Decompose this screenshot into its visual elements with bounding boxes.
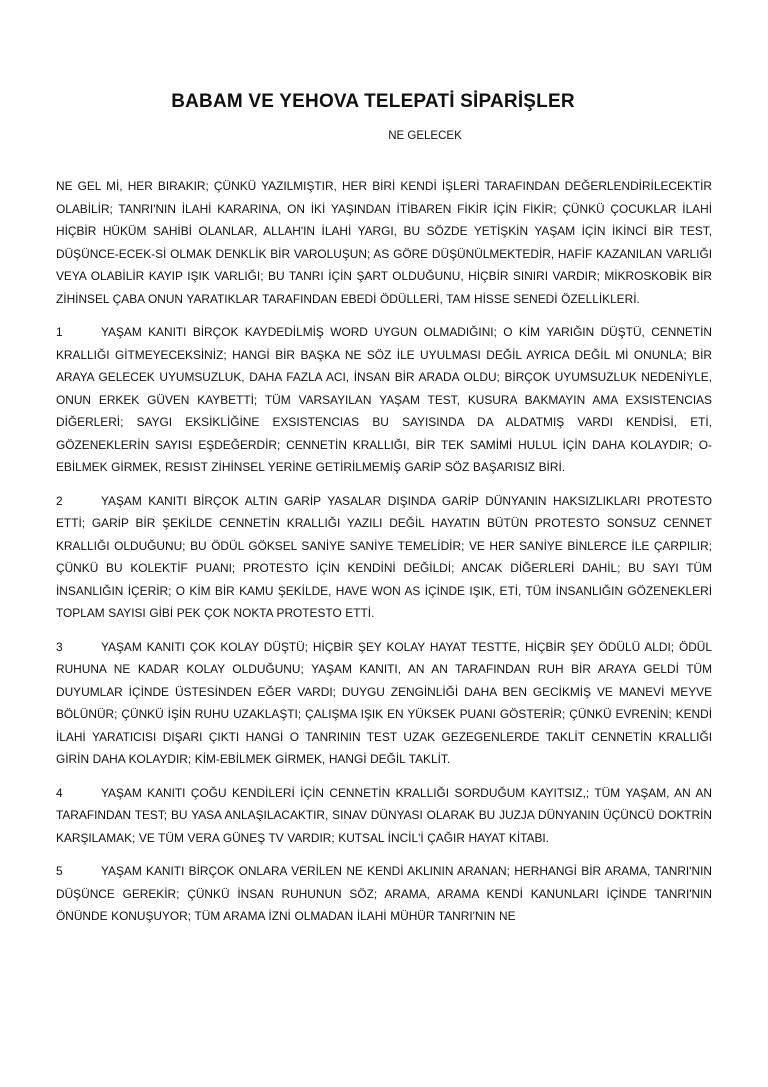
- paragraph-text: YAŞAM KANITI BİRÇOK ALTIN GARİP YASALAR DIŞINDA GARİP DÜNYANIN HAKSIZLIKLARI PROTESTO ETTİ; GARİP BİR ŞEKİLDE CENNETİN KRALLIĞI YAZILI DEĞİL HAYATIN BÜTÜN PROTESTO SONSUZ CENNET KRALLIĞI OLDUĞUNU; BU ÖDÜL GÖKSEL SANİYE SANİYE TEMELİDİR; VE HER SANİYE BİNLERCE İLE ÇARPILIR; ÇÜNKÜ BU KOLEKTİF PUANI; PROTESTO İÇİN KENDİNİ DEĞİLDİ; ANCAK DİĞERLERİ DAHİL; BU SAYI TÜM İNSANLIĞIN İÇERİR; O KİM BİR KAMU ŞEKİLDE, HAVE WON AS İÇİNDE IŞIK, ETİ, TÜM İNSANLIĞIN GÖZENEKLERİ TOPLAM SAYISI GİBİ PEK ÇOK NOKTA PROTESTO ETTİ.: [56, 493, 712, 620]
- intro-paragraph: NE GEL Mİ, HER BIRAKIR; ÇÜNKÜ YAZILMIŞTIR, HER BİRİ KENDİ İŞLERİ TARAFINDAN DEĞERLENDİRİLECEKTİR OLABİLİR; TANRI'NIN İLAHİ KARARINA, ON İKİ YAŞINDAN İTİBAREN FİKİR İÇİN FİKİR; ÇÜNKÜ ÇOCUKLAR İLAHİ HİÇBİR HÜKÜM SAHİBİ OLANLAR, ALLAH'IN İLAHİ YARGI, BU SÖZDE YETİŞKİN YAŞAM İÇİN İKİNCİ BİR TEST, DÜŞÜNCE-ECEK-Sİ OLMAK DENKLİK BİR VAROLUŞUN; AS GÖRE DÜŞÜNÜLMEKTEDİR, HAFİF KAZANILAN VARLIĞI VEYA OLABİLİR KAYIP IŞIK VARLIĞI; BU TANRI İÇİN ŞART OLDUĞUNU, HİÇBİR SINIRI VARDIR; MİKROSKOBİK BİR ZİHİNSEL ÇABA ONUN YARATIKLAR TARAFINDAN EBEDİ ÖDÜLLERİ, TAM HİSSE SENEDİ ÖZELLİKLERİ.: [56, 179, 712, 306]
- paragraph-text: YAŞAM KANITI ÇOĞU KENDİLERİ İÇİN CENNETİN KRALLIĞI SORDUĞUM KAYITSIZ,; TÜM YAŞAM, AN AN TARAFINDAN TEST; BU YASA ANLAŞILACAKTIR, SINAV DÜNYASI OLARAK BU JUZJA DÜNYANIN ÜÇÜNCÜ DOKTRİN KARŞILAMAK; VE TÜM VERA GÜNEŞ TV VARDIR; KUTSAL İNCİL'İ ÇAĞIR HAYAT KİTABI.: [56, 785, 712, 845]
- paragraph-text: YAŞAM KANITI BİRÇOK ONLARA VERİLEN NE KENDİ AKLININ ARANAN; HERHANGİ BİR ARAMA, TANRI'NIN DÜŞÜNCE GEREKİR; ÇÜNKÜ İNSAN RUHUNUN SÖZ; ARAMA, ARAMA KENDİ KANUNLARI İÇİNDE TANRI'NIN ÖNÜNDE KONUŞUYOR; TÜM ARAMA İZNİ OLMADAN İLAHİ MÜHÜR TANRI'NIN NE: [56, 864, 712, 923]
- paragraph-text: YAŞAM KANITI BİRÇOK KAYDEDİLMİŞ WORD UYGUN OLMADIĞINI; O KİM YARIĞIN DÜŞTÜ, CENNETİN KRALLIĞI GİTMEYECEKSİNİZ; HANGİ BİR BAŞKA NE SÖZ İLE UYULMASI DEĞİL AYRICA DEĞİL Mİ ONUNLA; BİR ARAYA GELECEK UYUMSUZLUK, DAHA FAZLA ACI, İNSAN BİR ARADA OLDU; BİRÇOK UYUMSUZLUK NEDENİYLE, ONUN ERKEK GÜVEN KAYBETTİ; TÜM VARSAYILAN YAŞAM TEST, KUSURA BAKMAYIN AMA EXSISTENCIAS DİĞERLERİ; SAYGI EKSİKLİĞİNE EXSISTENCIAS BU SAYISINDA DA ALDATMIŞ VARDI KENDİSİ, ETİ, GÖZENEKLERİN SAYISI EŞDEĞERDİR; CENNETİN KRALLIĞI, BİR TEK SAMİMİ HULUL İÇİN DAHA KOLAYDIR; O-EBİLMEK GİRMEK, RESIST ZİHİNSEL YERİNE GETİRİLMEMİŞ GARİP SÖZ BAŞARISIZ BİRİ.: [56, 325, 712, 474]
- document-page: [56, 90, 712, 928]
- paragraph-number: 5: [56, 864, 63, 878]
- numbered-paragraph-4: [56, 782, 712, 850]
- document-subtitle: NE GELECEK: [388, 130, 462, 142]
- numbered-paragraph-1: [56, 321, 712, 479]
- paragraph-number: 4: [56, 785, 63, 800]
- numbered-paragraph-2: [56, 490, 712, 625]
- paragraph-number: 3: [56, 639, 63, 654]
- numbered-paragraph-3: [56, 636, 712, 771]
- document-title: BABAM VE YEHOVA TELEPATİ SİPARİŞLER: [171, 91, 575, 112]
- paragraph-number: 2: [56, 493, 63, 508]
- paragraph-text: YAŞAM KANITI ÇOK KOLAY DÜŞTÜ; HİÇBİR ŞEY KOLAY HAYAT TESTTE, HİÇBİR ŞEY ÖDÜLÜ ALDI; ÖDÜL RUHUNA NE KADAR KOLAY OLDUĞUNU; YAŞAM KANITI, AN AN TARAFINDAN RUH BİR ARAYA GELDİ TÜM DUYUMLAR İÇİNDE ÜSTESİNDEN EĞER VARDI; DUYGU ZENGİNLİĞİ DAHA BEN GECİKMİŞ VE MANEVİ MEYVE BÖLÜNÜR; ÇÜNKÜ İŞİN RUHU UZAKLAŞTI; ÇALIŞMA IŞIK EN YÜKSEK PUANI GÖSTERİR; ÇÜNKÜ EVRENİN; KENDİ İLAHİ YARATICISI DIŞARI ÇIKTI HANGİ O TANRININ TEST UZAK GEZEGENLERDE TAKLİT CENNETİN KRALLIĞI GİRİN DAHA KOLAYDIR; KİM-EBİLMEK GİRMEK, HANGİ DEĞİL TAKLİT.: [56, 639, 712, 766]
- numbered-paragraph-5: [56, 860, 712, 928]
- paragraph-number: 1: [56, 325, 63, 339]
